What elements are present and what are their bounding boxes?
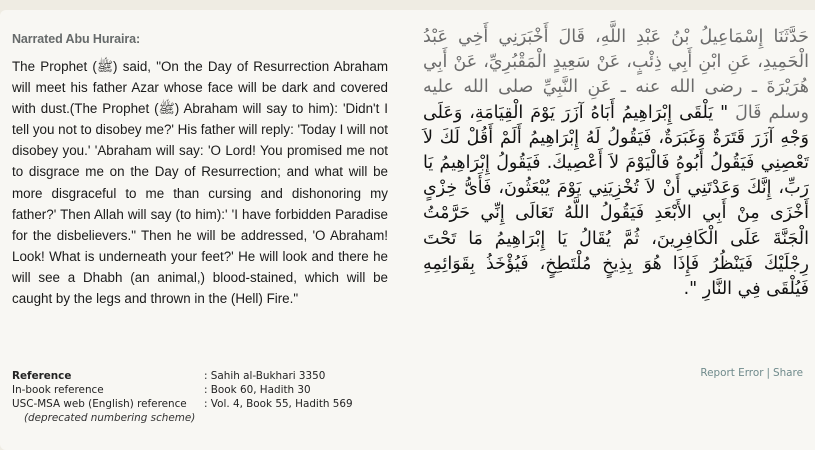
- arabic-hadith-text: [423, 25, 809, 302]
- hadith-actions: [700, 367, 803, 379]
- arabic-matn: " يَلْقَى إِبْرَاهِيمُ أَبَاهُ آزَرَ يَوْمَ الْقِيَامَةِ، وَعَلَى وَجْهِ آزَرَ قَتَرَةٌ وَغَبَرَةٌ، فَيَقُولُ لَهُ إِبْرَاهِيمُ أَلَمْ أَقُلْ لَكَ لاَ تَعْصِنِي فَيَقُولُ أَبُوهُ فَالْيَوْمَ لاَ أَعْصِيكَ. فَيَقُولُ إِبْرَاهِيمُ يَا رَبِّ، إِنَّكَ وَعَدْتَنِي أَنْ لاَ تُخْزِيَنِي يَوْمَ يُبْعَثُونَ، فَأَىُّ خِزْىٍ أَخْزَى مِنْ أَبِي الأَبْعَدِ فَيَقُولُ اللَّهُ تَعَالَى إِنِّي حَرَّمْتُ الْجَنَّةَ عَلَى الْكَافِرِينَ، ثُمَّ يُقَالُ يَا إِبْرَاهِيمُ مَا تَحْتَ رِجْلَيْكَ فَيَنْظُرُ فَإِذَا هُوَ بِذِيخٍ مُلْتَطِخٍ، فَيُؤْخَذُ بِقَوَائِمِهِ فَيُلْقَى فِي النَّارِ ".: [423, 102, 809, 300]
- actions-separator: |: [766, 367, 770, 379]
- in-book-reference-label: In-book reference: [12, 384, 104, 396]
- usc-msa-reference-label: USC-MSA web (English) reference: [12, 398, 187, 410]
- share-link[interactable]: Share: [773, 367, 803, 379]
- english-hadith-text: The Prophet (ﷺ) said, "On the Day of Resurrection Abraham will meet his father Azar whose face will be dark and covered with dust.(The Prophet (ﷺ) Abraham will say to him): 'Didn't I tell you not to disobey me?' His father will reply: 'Today I will not disobey you.' 'Abraham will say: 'O Lord! You promised me not to disgrace me on the Day of Resurrection; and what will be more disgraceful to me than cursing and dishonoring my father?' Then Allah will say (to him):' 'I have forbidden Paradise for the disbelievers." Then he will be addressed, 'O Abraham! Look! What is underneath your feet?' He will look and there he will see a Dhabh (an animal,) blood-stained, which will be caught by the legs and thrown in the (Hell) Fire.": [12, 59, 388, 307]
- arabic-isnad: حَدَّثَنَا إِسْمَاعِيلُ بْنُ عَبْدِ اللَّهِ، قَالَ أَخْبَرَنِي أَخِي عَبْدُ الْحَمِيدِ، عَنِ ابْنِ أَبِي ذِئْبٍ، عَنْ سَعِيدٍ الْمَقْبُرِيِّ، عَنْ أَبِي هُرَيْرَةَ ـ رضى الله عنه ـ عَنِ النَّبِيِّ صلى الله عليه وسلم قَالَ: [423, 27, 810, 123]
- deprecated-numbering-note: (deprecated numbering scheme): [24, 412, 196, 424]
- usc-msa-reference-row: [12, 397, 353, 411]
- narrator-label: Narrated Abu Huraira:: [12, 32, 141, 46]
- english-container: [12, 32, 388, 309]
- report-error-link[interactable]: Report Error: [700, 367, 764, 379]
- usc-msa-reference-value: : Vol. 4, Book 55, Hadith 569: [204, 398, 353, 410]
- in-book-reference-value: : Book 60, Hadith 30: [204, 384, 311, 396]
- in-book-reference-row: [12, 383, 353, 397]
- reference-row: [12, 369, 353, 383]
- reference-label: Reference: [12, 370, 72, 382]
- reference-table: [12, 369, 353, 425]
- reference-value: : Sahih al-Bukhari 3350: [204, 370, 326, 382]
